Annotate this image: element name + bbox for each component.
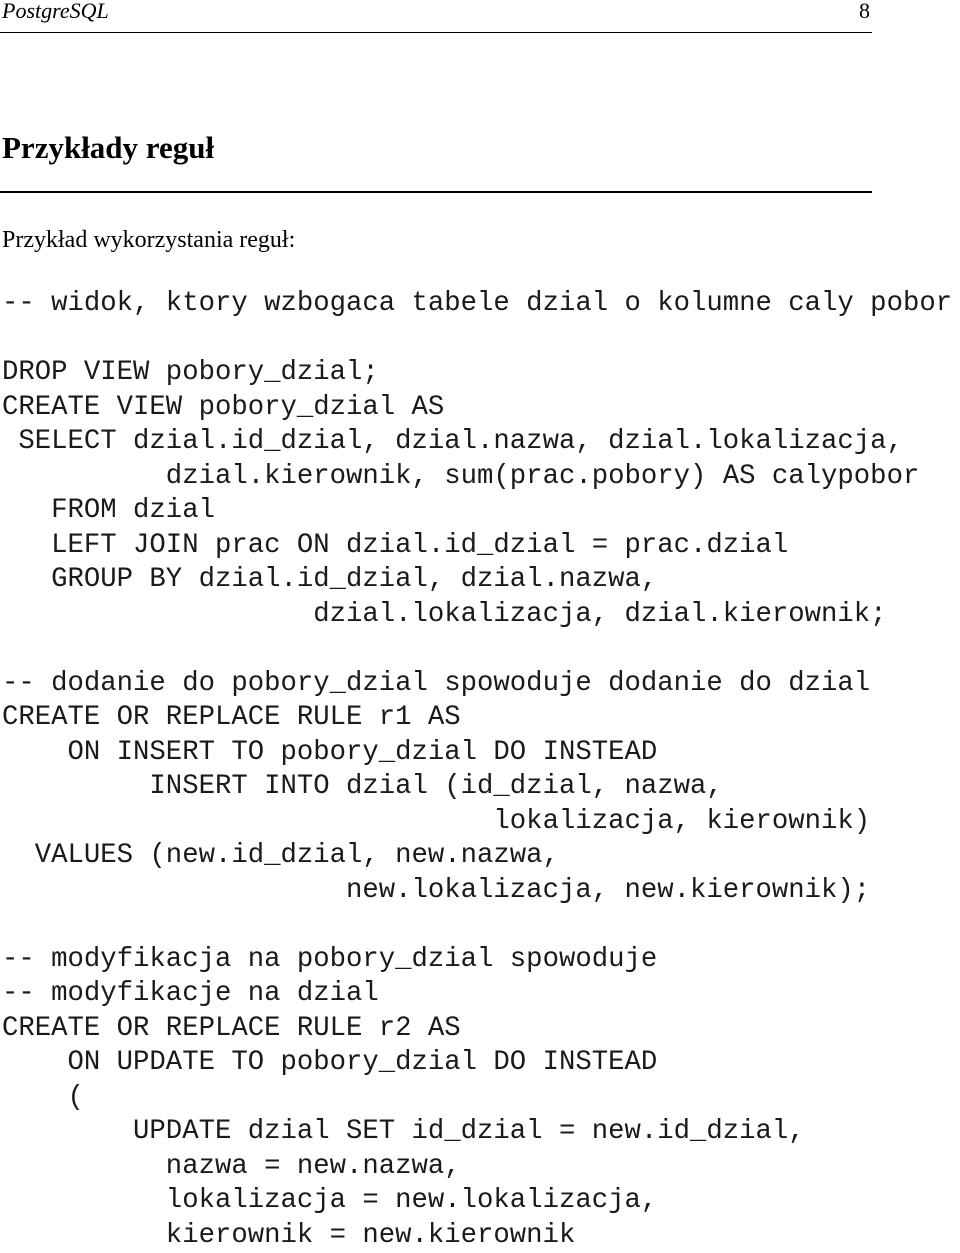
code-line: dzial.lokalizacja, dzial.kierownik;: [2, 598, 887, 630]
code-line: nazwa = new.nazwa,: [2, 1150, 461, 1182]
code-line: kierownik = new.kierownik: [2, 1219, 576, 1251]
section-divider: [0, 191, 872, 193]
code-line: (: [2, 1081, 84, 1113]
code-line: FROM dzial: [2, 495, 215, 526]
code-line: CREATE VIEW pobory_dzial AS: [2, 391, 445, 423]
section-title: Przykłady reguł: [2, 130, 215, 165]
code-block: [2, 287, 952, 1253]
code-line: -- modyfikacja na pobory_dzial spowoduje: [2, 943, 658, 975]
intro-text: Przykład wykorzystania reguł:: [2, 227, 296, 253]
code-line: CREATE OR REPLACE RULE r1 AS: [2, 702, 461, 733]
code-line: DROP VIEW pobory_dzial;: [2, 357, 379, 388]
page-number: 8: [859, 0, 870, 23]
code-line: new.lokalizacja, new.kierownik);: [2, 874, 871, 906]
code-line: SELECT dzial.id_dzial, dzial.nazwa, dzial.lokalizacja,: [2, 426, 903, 457]
code-line: LEFT JOIN prac ON dzial.id_dzial = prac.dzial: [2, 529, 789, 561]
code-line: -- widok, ktory wzbogaca tabele dzial o kolumne caly pobor: [2, 288, 953, 319]
code-line: dzial.kierownik, sum(prac.pobory) AS calypobor: [2, 460, 920, 492]
code-line: GROUP BY dzial.id_dzial, dzial.nazwa,: [2, 564, 658, 595]
code-line: VALUES (new.id_dzial, new.nazwa,: [2, 840, 559, 871]
code-line: lokalizacja, kierownik): [2, 805, 871, 837]
code-line: ON UPDATE TO pobory_dzial DO INSTEAD: [2, 1047, 658, 1078]
header-title: PostgreSQL: [2, 0, 109, 23]
code-line: -- dodanie do pobory_dzial spowoduje dodanie do dzial: [2, 667, 871, 699]
code-line: lokalizacja = new.lokalizacja,: [2, 1185, 658, 1216]
code-line: UPDATE dzial SET id_dzial = new.id_dzial,: [2, 1116, 805, 1147]
code-line: -- modyfikacje na dzial: [2, 978, 379, 1009]
code-line: ON INSERT TO pobory_dzial DO INSTEAD: [2, 736, 658, 768]
running-header: [0, 0, 872, 33]
code-line: INSERT INTO dzial (id_dzial, nazwa,: [2, 771, 723, 802]
code-line: CREATE OR REPLACE RULE r2 AS: [2, 1012, 461, 1044]
